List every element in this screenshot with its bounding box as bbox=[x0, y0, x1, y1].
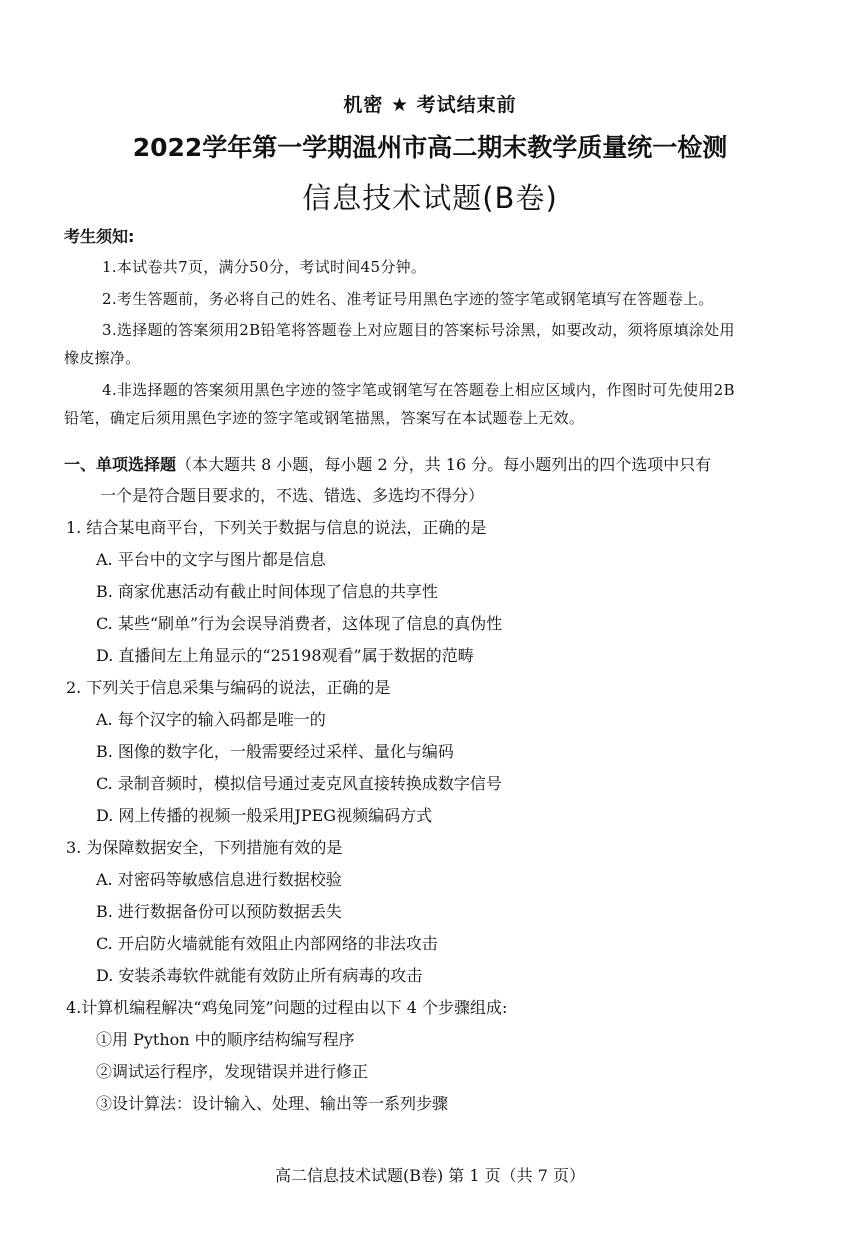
notice-item-1: 1.本试卷共7页，满分50分，考试时间45分钟。 bbox=[102, 258, 427, 276]
question-2-option-b: B. 图像的数字化，一般需要经过采样、量化与编码 bbox=[96, 742, 454, 761]
question-4-stem: 4.计算机编程解决“鸡兔同笼”问题的过程由以下 4 个步骤组成: bbox=[66, 998, 508, 1017]
exam-subtitle: 信息技术试题(B卷) bbox=[302, 181, 558, 215]
question-2-stem: 2. 下列关于信息采集与编码的说法，正确的是 bbox=[66, 678, 391, 697]
confidential-label: 机密 ★ 考试结束前 bbox=[343, 94, 517, 116]
exam-title: 2022学年第一学期温州市高二期末教学质量统一检测 bbox=[132, 133, 728, 162]
section-description: （本大题共 8 小题，每小题 2 分，共 16 分。每小题列出的四个选项中只有 bbox=[176, 455, 712, 474]
notice-item-4-line-2: 铅笔，确定后须用黑色字迹的签字笔或钢笔描黑，答案写在本试题卷上无效。 bbox=[64, 409, 585, 427]
question-3-option-a: A. 对密码等敏感信息进行数据校验 bbox=[96, 870, 342, 889]
question-1-option-a: A. 平台中的文字与图片都是信息 bbox=[96, 550, 326, 569]
question-1-option-c: C. 某些“刷单”行为会误导消费者，这体现了信息的真伪性 bbox=[96, 614, 503, 633]
page-footer: 高二信息技术试题(B卷) 第 1 页（共 7 页） bbox=[274, 1166, 586, 1185]
question-1-option-b: B. 商家优惠活动有截止时间体现了信息的共享性 bbox=[96, 582, 438, 601]
question-2-option-d: D. 网上传播的视频一般采用JPEG视频编码方式 bbox=[96, 806, 433, 825]
section-heading bbox=[64, 452, 711, 475]
question-3-option-d: D. 安装杀毒软件就能有效防止所有病毒的攻击 bbox=[96, 966, 423, 985]
notice-item-3-line-1: 3.选择题的答案须用2B铅笔将答题卷上对应题目的答案标号涂黑，如要改动，须将原填涂处用 bbox=[102, 321, 735, 339]
section-description-cont: 一个是符合题目要求的，不选、错选、多选均不得分） bbox=[100, 486, 485, 505]
section-title: 一、单项选择题 bbox=[64, 455, 177, 474]
question-3-option-b: B. 进行数据备份可以预防数据丢失 bbox=[96, 902, 342, 921]
question-1-stem: 1. 结合某电商平台，下列关于数据与信息的说法，正确的是 bbox=[66, 518, 487, 537]
question-2-option-c: C. 录制音频时，模拟信号通过麦克风直接转换成数字信号 bbox=[96, 774, 502, 793]
question-4-step-3: ③设计算法：设计输入、处理、输出等一系列步骤 bbox=[96, 1094, 449, 1113]
question-4-step-2: ②调试运行程序，发现错误并进行修正 bbox=[96, 1062, 369, 1081]
question-3-option-c: C. 开启防火墙就能有效阻止内部网络的非法攻击 bbox=[96, 934, 438, 953]
notice-item-2: 2.考生答题前，务必将自己的姓名、准考证号用黑色字迹的签字笔或钢笔填写在答题卷上。 bbox=[102, 290, 714, 308]
notice-heading: 考生须知: bbox=[64, 227, 135, 246]
notice-item-4-line-1: 4.非选择题的答案须用黑色字迹的签字笔或钢笔写在答题卷上相应区域内，作图时可先使用2B bbox=[102, 381, 735, 399]
notice-item-3-line-2: 橡皮擦净。 bbox=[64, 349, 141, 367]
question-4-step-1: ①用 Python 中的顺序结构编写程序 bbox=[96, 1030, 355, 1049]
question-1-option-d: D. 直播间左上角显示的“25198观看”属于数据的范畴 bbox=[96, 646, 474, 665]
question-2-option-a: A. 每个汉字的输入码都是唯一的 bbox=[96, 710, 326, 729]
question-3-stem: 3. 为保障数据安全，下列措施有效的是 bbox=[66, 838, 343, 857]
